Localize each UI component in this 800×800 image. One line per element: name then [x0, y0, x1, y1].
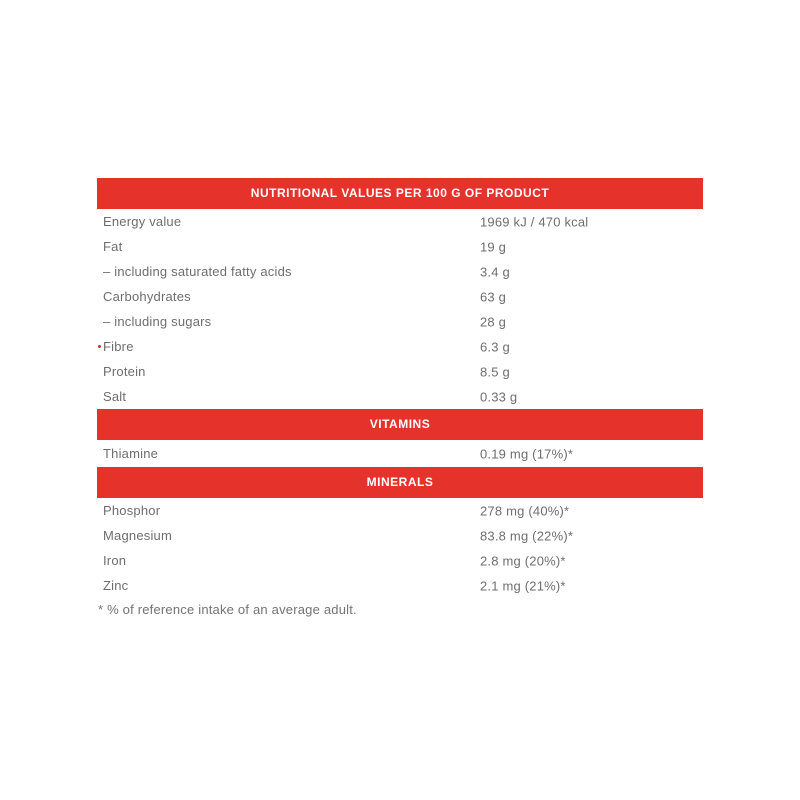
table-row-fibre [97, 334, 703, 359]
row-label: Carbohydrates [103, 289, 191, 304]
row-label: – including saturated fatty acids [103, 264, 292, 279]
row-value: 28 g [480, 314, 507, 329]
row-label: Fibre [103, 339, 134, 354]
table-row [97, 523, 703, 548]
table-row [97, 573, 703, 598]
row-value: 2.1 mg (21%)* [480, 578, 566, 593]
row-value: 278 mg (40%)* [480, 503, 570, 518]
row-label: Thiamine [103, 446, 159, 461]
row-value: 2.8 mg (20%)* [480, 553, 566, 568]
table-row [97, 548, 703, 573]
section-header-minerals [97, 467, 703, 498]
red-dot-icon [98, 345, 101, 348]
table-row [97, 284, 703, 309]
table-row [97, 440, 703, 467]
row-value: 83.8 mg (22%)* [480, 528, 574, 543]
row-value: 1969 kJ / 470 kcal [480, 214, 589, 229]
table-row [97, 234, 703, 259]
section-header-vitamins [97, 409, 703, 440]
table-row [97, 309, 703, 334]
section-title: MINERALS [366, 475, 434, 489]
nutrition-table [97, 178, 703, 617]
row-label: Phosphor [103, 503, 161, 518]
row-value: 0.33 g [480, 389, 518, 404]
row-value: 0.19 mg (17%)* [480, 446, 574, 461]
table-row [97, 384, 703, 409]
table-row [97, 209, 703, 234]
row-value: 19 g [480, 239, 507, 254]
table-row [97, 259, 703, 284]
row-label: – including sugars [103, 314, 212, 329]
row-value: 6.3 g [480, 339, 510, 354]
row-label: Iron [103, 553, 127, 568]
section-title: VITAMINS [369, 417, 431, 431]
table-header-bar [97, 178, 703, 209]
row-value: 3.4 g [480, 264, 510, 279]
table-header-title: NUTRITIONAL VALUES PER 100 G OF PRODUCT [250, 186, 550, 200]
row-label: Salt [103, 389, 127, 404]
footnote: * % of reference intake of an average adult. [98, 602, 357, 617]
table-row [97, 359, 703, 384]
row-label: Magnesium [103, 528, 172, 543]
row-value: 63 g [480, 289, 507, 304]
row-label: Protein [103, 364, 146, 379]
table-row [97, 498, 703, 523]
row-label: Fat [103, 239, 123, 254]
row-label: Zinc [103, 578, 129, 593]
row-label: Energy value [103, 214, 182, 229]
row-value: 8.5 g [480, 364, 510, 379]
